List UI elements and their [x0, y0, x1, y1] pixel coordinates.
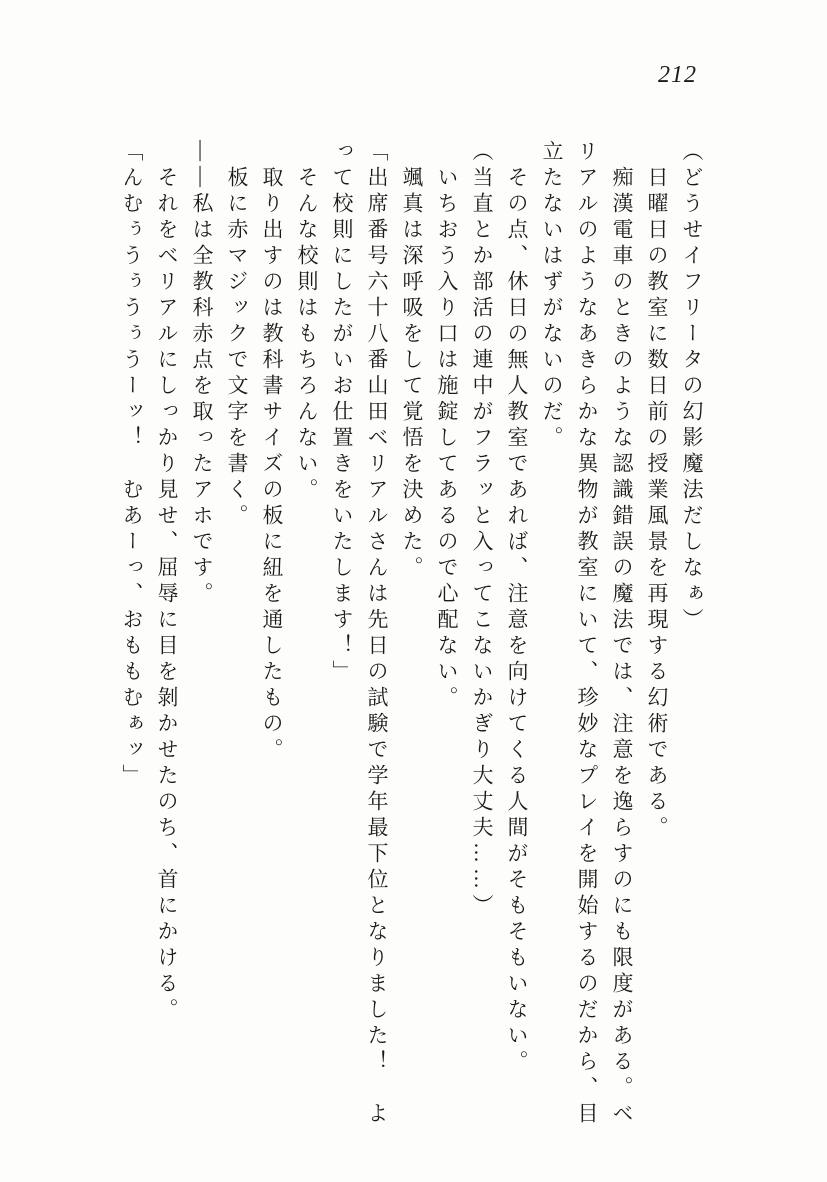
- paragraph: 痴漢電車のときのような認識錯誤の魔法では、注意を逸らすのにも限度がある。ベリアルのようなあきらかな異物が教室にいて、珍妙なプレイを開始するのだから、目立たないはずがないのだ。: [540, 140, 634, 1128]
- paragraph: 「出席番号六十八番山田ベリアルさんは先日の試験で学年最下位となりました！ よって校則にしたがいお仕置きをいたします！」: [330, 140, 389, 1128]
- paragraph: ――私は全教科赤点を取ったアホです。: [190, 140, 214, 608]
- page-number: 212: [658, 62, 697, 88]
- paragraph: いちおう入り口は施錠してあるので心配ない。: [435, 166, 459, 712]
- paragraph: 取り出すのは教科書サイズの板に紐を通したもの。: [260, 166, 284, 764]
- paragraph: 板に赤マジックで文字を書く。: [225, 166, 249, 530]
- body-text: [114, 140, 709, 1140]
- paragraph: 颯真は深呼吸をして覚悟を決めた。: [400, 166, 424, 582]
- paragraph: （当直とか部活の連中がフラッと入ってこないかぎり大丈夫……）: [470, 140, 494, 920]
- paragraph: その点、休日の無人教室であれば、注意を向けてくる人間がそもそもいない。: [505, 166, 529, 1076]
- paragraph: （どうせイフリータの幻影魔法だしなぁ）: [680, 140, 704, 634]
- paragraph: それをベリアルにしっかり見せ、屈辱に目を剝かせたのち、首にかける。: [155, 166, 179, 1024]
- paragraph: 「んむぅうぅうぅうーッ！ むあーっ、おももむぁッ」: [120, 140, 144, 790]
- paragraph: 日曜日の教室に数日前の授業風景を再現する幻術である。: [645, 166, 669, 842]
- paragraph: そんな校則はもちろんない。: [295, 166, 319, 504]
